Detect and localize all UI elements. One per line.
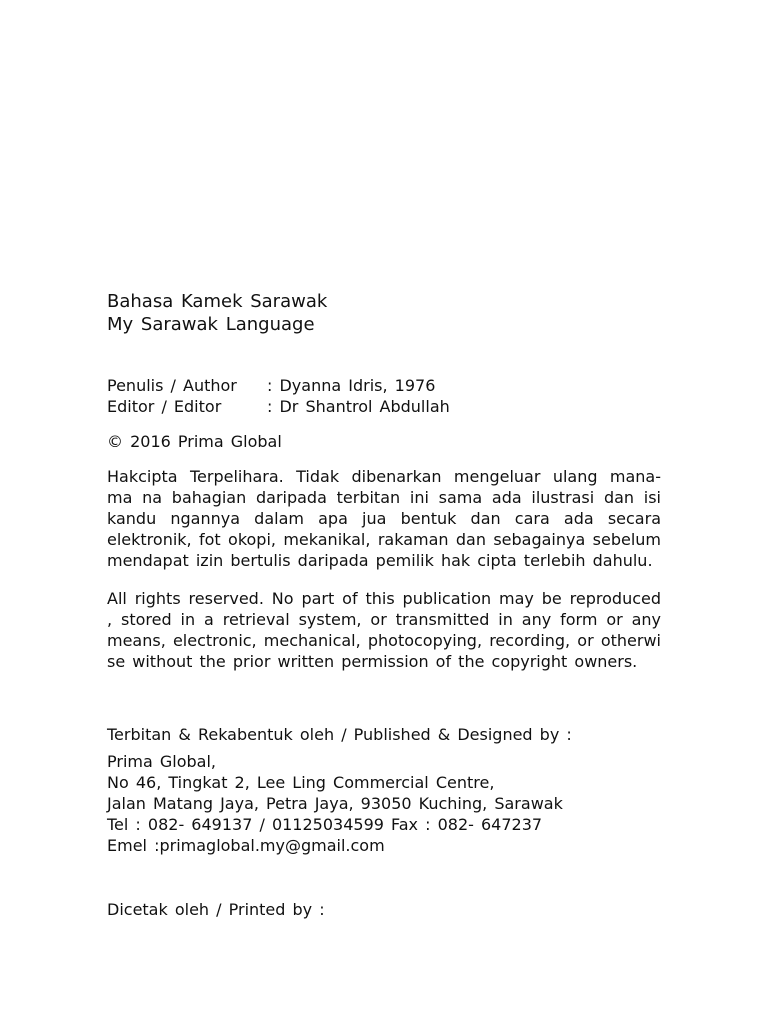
book-title <box>107 290 661 336</box>
copyright-notice: © 2016 Prima Global <box>107 432 282 451</box>
title-english: My Sarawak Language <box>107 314 315 335</box>
publisher-email: Emel :primaglobal.my@gmail.com <box>107 836 385 855</box>
credit-label: Penulis / Author <box>107 376 237 395</box>
publisher-address <box>107 751 661 856</box>
rights-statement-malay: Hakcipta Terpelihara. Tidak dibenarkan mengeluar ulang mana- ma na bahagian daripada terbitan ini sama ada ilustrasi dan isi kandu ngannya dalam apa jua bentuk dan cara ada secara elektronik, fot okopi, mekanikal, rakaman dan sebagainya sebelum mendapat izin bertulis daripada pemilik hak cipta terlebih dahulu. <box>107 467 661 570</box>
credit-editor <box>107 396 661 417</box>
address-line-2: Jalan Matang Jaya, Petra Jaya, 93050 Kuching, Sarawak <box>107 794 563 813</box>
publisher-heading: Terbitan & Rekabentuk oleh / Published & Designed by : <box>107 725 572 744</box>
publisher-name: Prima Global, <box>107 752 216 771</box>
printed-by: Dicetak oleh / Printed by : <box>107 900 325 919</box>
rights-statement-english: All rights reserved. No part of this publication may be reproduced , stored in a retrieval system, or transmitted in any form or any means, electronic, mechanical, photocopying, recording, or otherwi se without the prior written permission of the copyright owners. <box>107 589 661 671</box>
credits <box>107 375 661 417</box>
credit-value: : Dyanna Idris, 1976 <box>267 376 436 395</box>
credit-author <box>107 375 661 396</box>
publisher-phone: Tel : 082- 649137 / 01125034599 Fax : 082- 647237 <box>107 815 543 834</box>
address-line-1: No 46, Tingkat 2, Lee Ling Commercial Centre, <box>107 773 495 792</box>
copyright-page <box>107 0 661 1024</box>
credit-value: : Dr Shantrol Abdullah <box>267 397 450 416</box>
credit-label: Editor / Editor <box>107 397 222 416</box>
title-malay: Bahasa Kamek Sarawak <box>107 291 328 312</box>
